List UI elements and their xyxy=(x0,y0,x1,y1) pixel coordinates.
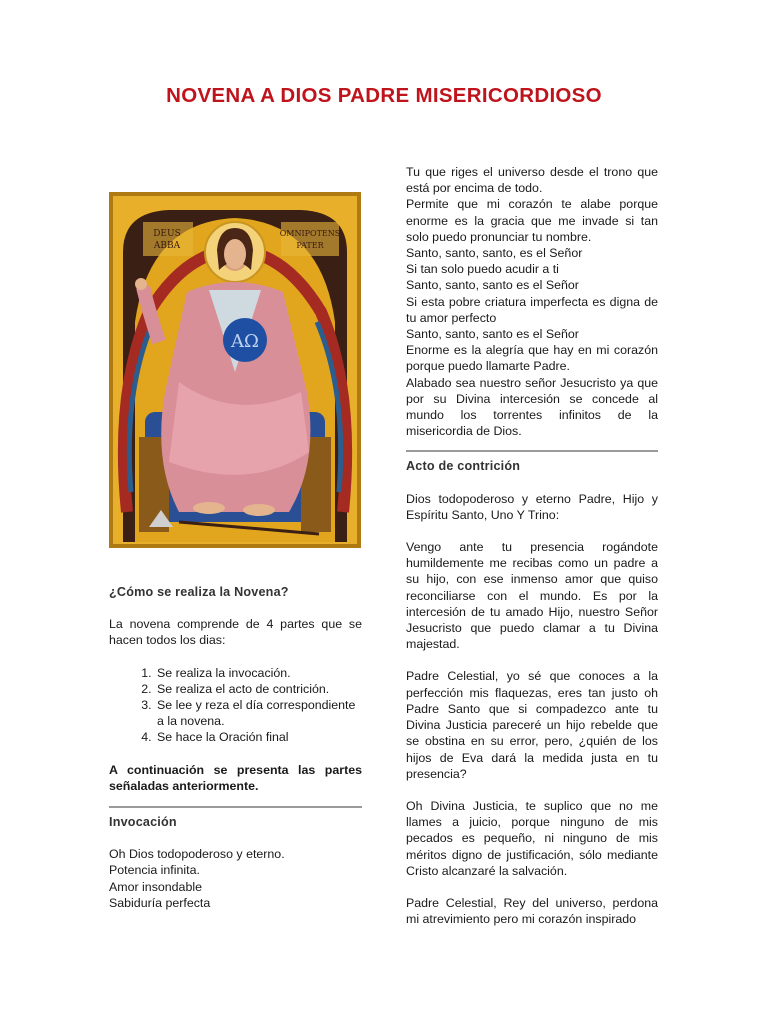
how-heading: ¿Cómo se realiza la Novena? xyxy=(109,585,289,599)
prayer-line: Tu que riges el universo desde el trono que está por encima de todo. xyxy=(406,165,658,196)
list-item: 2. Se realiza el acto de contrición. xyxy=(155,681,362,697)
prayer-line: Santo, santo, santo es el Señor xyxy=(406,327,579,342)
contrition-paragraph: Padre Celestial, Rey del universo, perdona mi atrevimiento pero mi corazón inspirado xyxy=(406,895,658,927)
list-item: 3. Se lee y reza el día correspondiente a la novena. xyxy=(155,697,362,729)
prayer-line: Santo, santo, santo, es el Señor xyxy=(406,246,583,261)
list-item: 4. Se hace la Oración final xyxy=(155,729,362,745)
prayer-line: Alabado sea nuestro señor Jesucristo ya que por su Divina intercesión se concede al mundo los torrentes infinitos de la misericordia de Dios. xyxy=(406,375,658,439)
intro-paragraph: La novena comprende de 4 partes que se hacen todos los dias: xyxy=(109,617,362,648)
prayer-line: Enorme es la alegría que hay en mi corazón porque puedo llamarte Padre. xyxy=(406,343,658,374)
contrition-paragraph: Oh Divina Justicia, te suplico que no me llames a juicio, porque ninguno de mis pecados es pequeño, ni ninguno de mis méritos digno de justificación, sólo mediante Cristo alcanzaré la salvación. xyxy=(406,798,658,878)
prayer-line: Santo, santo, santo es el Señor xyxy=(406,278,579,293)
contrition-heading: Acto de contrición xyxy=(406,459,521,474)
contrition-paragraph: Dios todopoderoso y eterno Padre, Hijo y Espíritu Santo, Uno Y Trino: xyxy=(406,491,658,522)
contrition-paragraph: Vengo ante tu presencia rogándote humildemente me recibas como un padre a su hijo, con ese inmenso amor que quiso reconciliarse con el mundo. Es por la intercesión de tu amado Hijo, nuestro Señor Jesucristo que puedo clamar a tu Divina majestad. xyxy=(406,540,658,652)
prayer-line: Si esta pobre criatura imperfecta es digna de tu amor perfecto xyxy=(406,294,658,325)
prayer-line: Si tan solo puedo acudir a ti xyxy=(406,262,559,277)
icon-painting-image xyxy=(109,192,361,548)
continuation-paragraph: A continuación se presenta las partes señaladas anteriormente. xyxy=(109,762,362,793)
left-column xyxy=(109,192,362,911)
invocation-line: Oh Dios todopoderoso y eterno. xyxy=(109,847,285,862)
steps-list xyxy=(109,665,362,746)
contrition-paragraph: Padre Celestial, yo sé que conoces a la perfección mis flaquezas, eres tan justo oh Padre Santo que si compadezco ante tu Divina Justicia pareceré un hijo rebelde que se obstina en su error, pero, ¿quién de los hijos de Eva dará la medida justa en tu presencia? xyxy=(406,669,658,781)
invocation-line: Amor insondable xyxy=(109,879,202,894)
svg-text:PATER: PATER xyxy=(296,241,324,250)
svg-text:ΑΩ: ΑΩ xyxy=(231,331,259,352)
document-title: NOVENA A DIOS PADRE MISERICORDIOSO xyxy=(166,84,602,107)
inscription-right: OMNIPOTENS xyxy=(279,229,341,238)
list-item: 1. Se realiza la invocación. xyxy=(155,665,362,681)
invocation-heading: Invocación xyxy=(109,815,177,830)
inscription-left: DEUS xyxy=(153,229,181,239)
prayer-line: Permite que mi corazón te alabe porque enorme es la gracia que me invade si tan solo puedo pronunciar tu nombre. xyxy=(406,197,658,244)
svg-text:ABBA: ABBA xyxy=(153,241,181,251)
invocation-line: Sabiduría perfecta xyxy=(109,895,211,910)
right-column xyxy=(406,164,658,927)
invocation-line: Potencia infinita. xyxy=(109,863,200,878)
